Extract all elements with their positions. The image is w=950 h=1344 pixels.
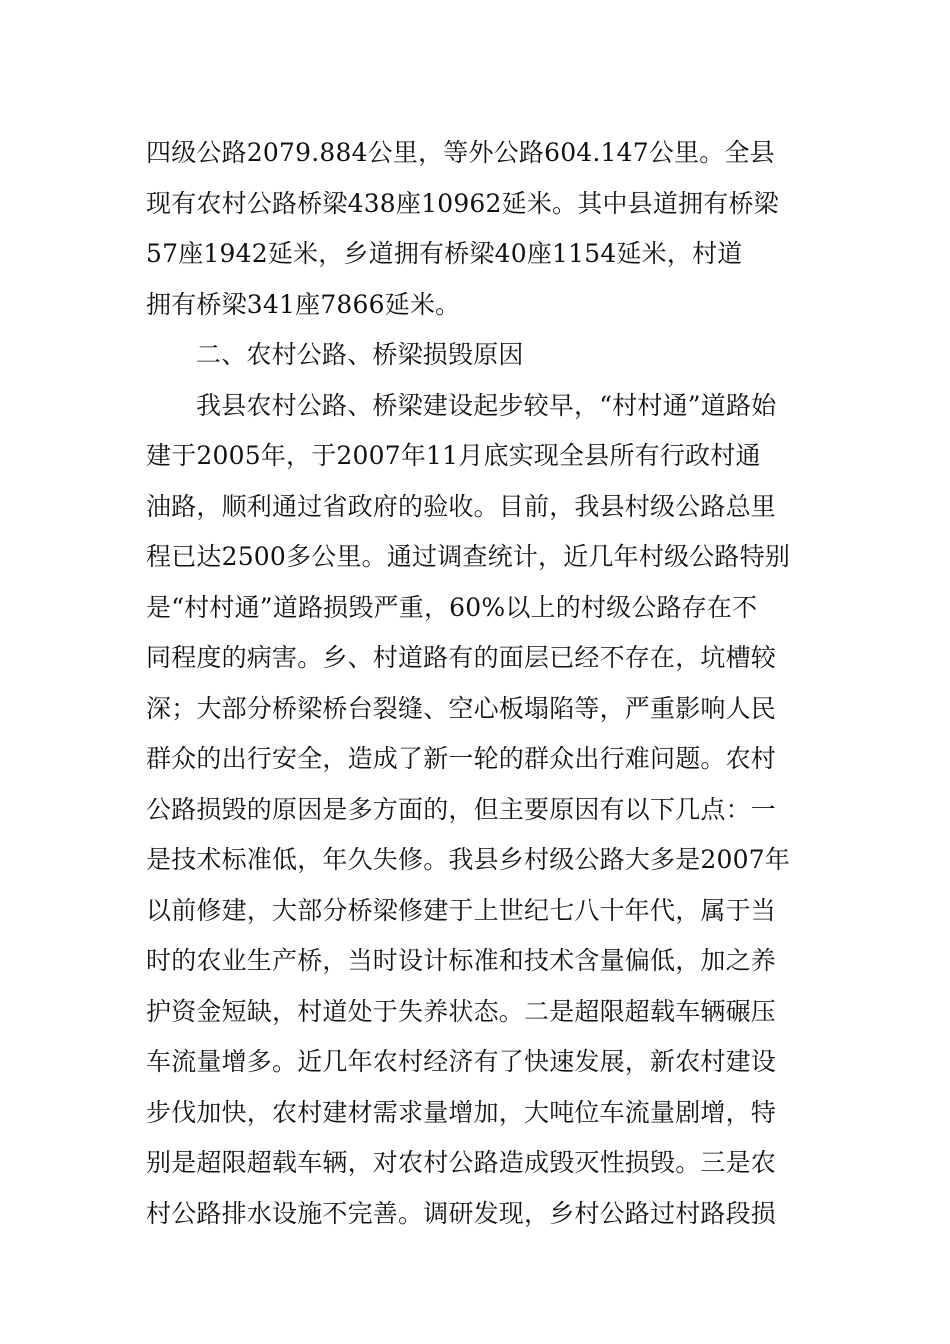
text-line: 是技术标准低，年久失修。我县乡村级公路大多是2007年: [146, 845, 791, 874]
text-line: 车流量增多。近几年农村经济有了快速发展，新农村建设: [146, 1047, 777, 1076]
text-line: 四级公路2079.884公里，等外公路604.147公里。全县: [146, 138, 775, 167]
text-line: 57座1942延米，乡道拥有桥梁40座1154延米，村道: [146, 239, 743, 268]
section-heading: 二、农村公路、桥梁损毁原因: [196, 340, 524, 369]
text-line: 以前修建，大部分桥梁修建于上世纪七八十年代，属于当: [146, 895, 777, 925]
text-line: 深；大部分桥梁桥台裂缝、空心板塌陷等，严重影响人民: [146, 693, 777, 723]
text-line: 油路，顺利通过省政府的验收。目前，我县村级公路总里: [146, 491, 777, 521]
text-line: 建于2005年，于2007年11月底实现全县所有行政村通: [146, 441, 761, 470]
text-line: 村公路排水设施不完善。调研发现，乡村公路过村路段损: [146, 1198, 777, 1228]
text-line: 别是超限超载车辆，对农村公路造成毁灭性损毁。三是农: [146, 1148, 777, 1177]
text-line: 程已达2500多公里。通过调查统计，近几年村级公路特别: [146, 542, 791, 571]
text-line: 时的农业生产桥，当时设计标准和技术含量偏低，加之养: [146, 946, 777, 975]
text-line: 现有农村公路桥梁438座10962延米。其中县道拥有桥梁: [146, 188, 779, 218]
text-line: 同程度的病害。乡、村道路有的面层已经不存在，坑槽较: [146, 643, 777, 672]
text-line: 步伐加快，农村建材需求量增加，大吨位车流量剧增，特: [146, 1097, 777, 1127]
text-line: 护资金短缺，村道处于失养状态。二是超限超载车辆碾压: [146, 996, 777, 1026]
body-text: [146, 128, 818, 1239]
paragraph-start-line: 我县农村公路、桥梁建设起步较早，“村村通”道路始: [196, 390, 777, 420]
text-line: 拥有桥梁341座7866延米。: [146, 289, 461, 319]
text-line: 是“村村通”道路损毁严重，60%以上的村级公路存在不: [146, 592, 758, 622]
text-line: 群众的出行安全，造成了新一轮的群众出行难问题。农村: [146, 744, 777, 773]
text-line: 公路损毁的原因是多方面的，但主要原因有以下几点：一: [146, 794, 777, 824]
